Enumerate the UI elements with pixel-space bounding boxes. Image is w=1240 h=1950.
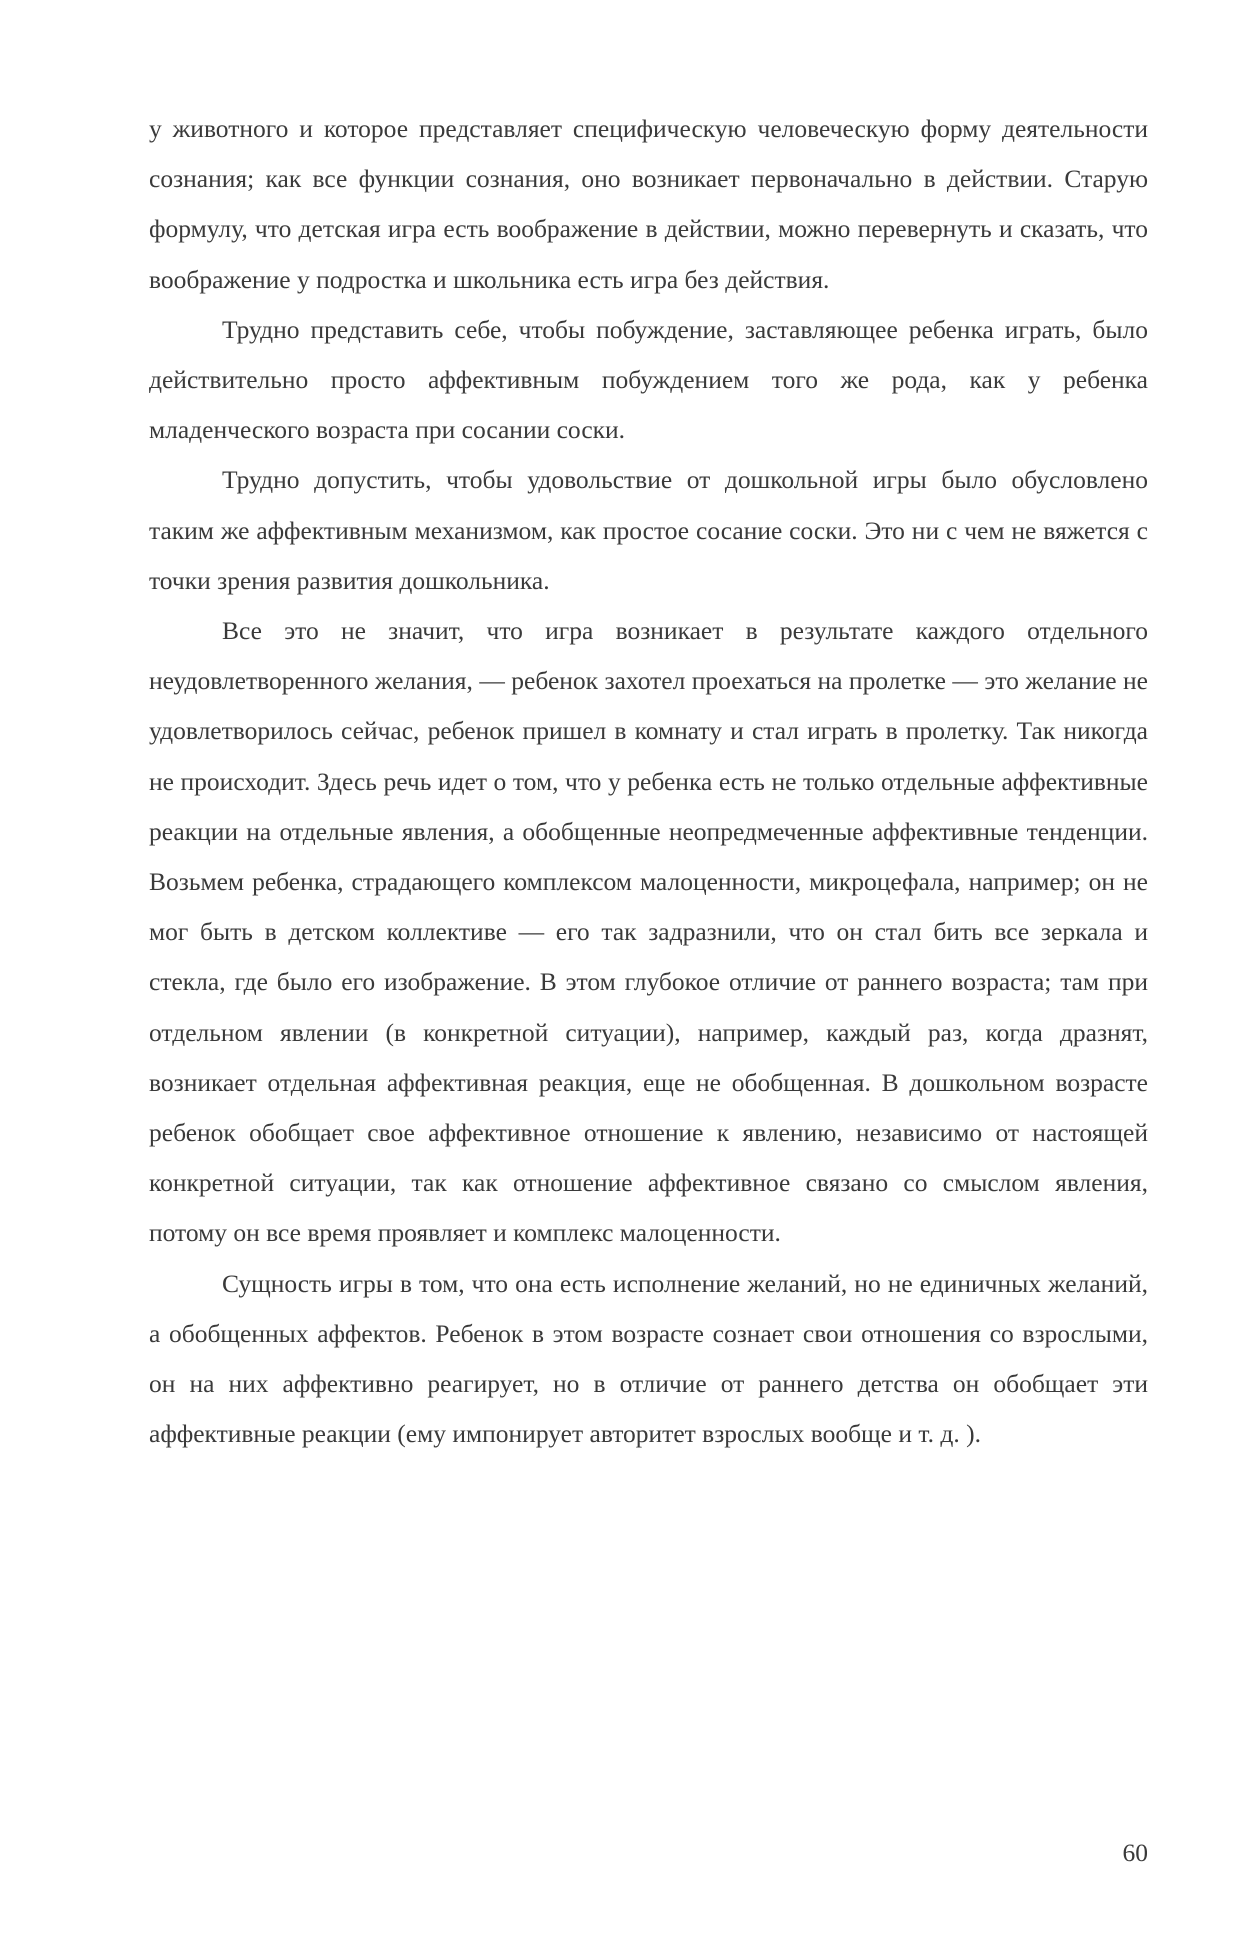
paragraph-continuation: у животного и которое представляет специфическую человеческую форму деятельности сознания; как все функции сознания, оно возникает первоначально в действии. Старую формулу, что детская игра есть воображение в действии, можно перевернуть и сказать, что воображение у подростка и школьника есть игра без действия. bbox=[149, 114, 1148, 294]
paragraph: Все это не значит, что игра возникает в результате каждого отдельного неудовлетворенного желания, — ребенок захотел проехаться на пролетке — это желание не удовлетворилось сейчас, ребенок пришел в комнату и стал играть в пролетку. Так никогда не происходит. Здесь речь идет о том, что у ребенка есть не только отдельные аффективные реакции на отдельные явления, а обобщенные неопредмеченные аффективные тенденции. Возьмем ребенка, страдающего комплексом малоценности, микроцефала, например; он не мог быть в детском коллективе — его так задразнили, что он стал бить все зеркала и стекла, где было его изображение. В этом глубокое отличие от раннего возраста; там при отдельном явлении (в конкретной ситуации), например, каждый раз, когда дразнят, возникает отдельная аффективная реакция, еще не обобщенная. В дошкольном возрасте ребенок обобщает свое аффективное отношение к явлению, независимо от настоящей конкретной ситуации, так как отношение аффективное связано со смыслом явления, потому он все время проявляет и комплекс малоценности. bbox=[149, 616, 1148, 1248]
paragraph: Сущность игры в том, что она есть исполнение желаний, но не единичных желаний, а обобщенных аффектов. Ребенок в этом возрасте сознает свои отношения со взрослыми, он на них аффективно реагирует, но в отличие от раннего детства он обобщает эти аффективные реакции (ему импонирует авторитет взрослых вообще и т. д. ). bbox=[149, 1268, 1148, 1449]
paragraph: Трудно представить себе, чтобы побуждение, заставляющее ребенка играть, было действительно просто аффективным побуждением того же рода, как у ребенка младенческого возраста при сосании соски. bbox=[149, 314, 1148, 445]
paragraph: Трудно допустить, чтобы удовольствие от дошкольной игры было обусловлено таким же аффективным механизмом, как простое сосание соски. Это ни с чем не вяжется с точки зрения развития дошкольника. bbox=[149, 465, 1148, 595]
page-number: 60 bbox=[1122, 1838, 1148, 1867]
body-text bbox=[149, 104, 1148, 1459]
